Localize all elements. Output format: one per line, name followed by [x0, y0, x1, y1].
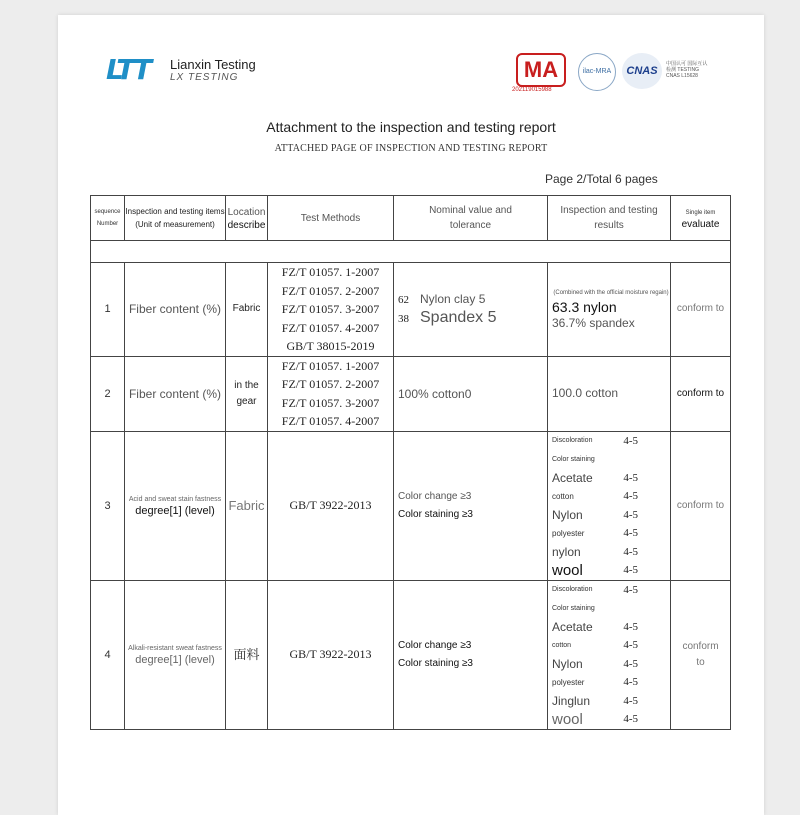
row-item: Fiber content (%) [125, 263, 226, 357]
method-line: FZ/T 01057. 3-2007 [281, 302, 380, 316]
row-evaluation: conform to [671, 263, 731, 357]
result-value: 4-5 [623, 490, 638, 503]
result-name: Color staining [552, 455, 595, 463]
row-location: 面料 [226, 580, 268, 729]
row-methods [268, 356, 394, 431]
table-header-row [91, 196, 731, 241]
result-name: Jinglun [552, 693, 591, 708]
result-line [552, 543, 670, 562]
certification-marks [512, 51, 712, 101]
header-results-bottom: results [594, 220, 624, 231]
result-line [552, 506, 670, 525]
company-name: Lianxin Testing [170, 57, 256, 72]
row-methods: GB/T 3922-2013 [268, 431, 394, 580]
nominal-line [398, 290, 547, 309]
result-value: 4-5 [623, 508, 638, 521]
result-line [552, 450, 670, 469]
row-item [125, 431, 226, 580]
result-name: polyester [552, 528, 585, 538]
result-name: Acetate [552, 470, 593, 485]
result-value: 4-5 [623, 471, 638, 484]
result-value: 4-5 [623, 545, 638, 558]
result-value: 4-5 [623, 713, 638, 726]
table-row [91, 580, 731, 729]
nominal-text: Spandex 5 [420, 309, 497, 327]
result-line [552, 655, 670, 674]
result-value: 4-5 [623, 434, 638, 447]
row-result [548, 431, 671, 580]
header-results-top: Inspection and testing [560, 205, 658, 216]
row-seq: 2 [91, 356, 125, 431]
ilac-mra-seal: ilac-MRA [578, 53, 616, 91]
evaluation-top: conform [682, 640, 719, 652]
method-line: GB/T 38015-2019 [286, 339, 375, 353]
method-line: FZ/T 01057. 1-2007 [281, 358, 380, 373]
nominal-color-change: Color change ≥3 [398, 639, 472, 651]
table-row [91, 431, 731, 580]
result-name: Nylon [552, 656, 583, 671]
result-value: 4-5 [623, 527, 638, 540]
result-line [552, 710, 670, 729]
company-subname: LX TESTING [170, 72, 239, 83]
result-name: Discoloration [552, 586, 593, 594]
header-location-top: Location [227, 207, 266, 218]
result-list [552, 432, 670, 580]
result-name: Color staining [552, 604, 595, 612]
result-name: wool [552, 710, 583, 728]
result-value: 4-5 [623, 639, 638, 652]
method-line: FZ/T 01057. 2-2007 [281, 283, 380, 298]
header-nominal-top: Nominal value and [429, 205, 512, 216]
header-nominal-bottom: tolerance [449, 220, 492, 231]
row-seq: 4 [91, 580, 125, 729]
cma-seal-label: MA [516, 53, 566, 87]
result-name: Acetate [552, 619, 593, 634]
row-seq: 3 [91, 431, 125, 580]
row-item: Fiber content (%) [125, 356, 226, 431]
result-name: nylon [552, 544, 581, 559]
result-value: 4-5 [623, 676, 638, 689]
result-line [552, 432, 670, 451]
result-main: 100.0 cotton [552, 386, 619, 400]
result-line [552, 636, 670, 655]
header-sequence [91, 196, 125, 241]
logo-mark: LTT [106, 53, 150, 86]
header-eval-top: Single item [685, 209, 716, 216]
nominal-color-change: Color change ≥3 [398, 490, 472, 502]
header-results [548, 196, 671, 241]
method-line: FZ/T 01057. 1-2007 [281, 265, 380, 279]
header-location [226, 196, 268, 241]
nominal-number: 62 [398, 294, 409, 307]
result-name: Discoloration [552, 437, 593, 445]
row-location: Fabric [226, 263, 268, 357]
cma-seal [512, 51, 570, 103]
result-value: 4-5 [623, 583, 638, 596]
row-seq: 1 [91, 263, 125, 357]
result-name: wool [552, 561, 583, 579]
nominal-text: Nylon clay 5 [420, 292, 486, 307]
header-methods-label: Test Methods [300, 212, 361, 224]
result-line [552, 561, 670, 580]
nominal-number: 38 [398, 313, 409, 326]
method-line: FZ/T 01057. 2-2007 [281, 377, 380, 391]
table-row [91, 356, 731, 431]
result-name: cotton [552, 641, 572, 649]
row-evaluation [671, 580, 731, 729]
header-methods [268, 196, 394, 241]
page-number: Page 2/Total 6 pages [545, 172, 658, 186]
cma-number: 202119015988 [512, 87, 552, 93]
result-line [552, 469, 670, 488]
row-evaluation: conform to [671, 431, 731, 580]
result-name: polyester [552, 677, 585, 687]
row-result [548, 356, 671, 431]
header-seq-top: sequence [94, 209, 121, 215]
header-evaluation [671, 196, 731, 241]
row-location [226, 356, 268, 431]
item-bottom: degree[1] (level) [135, 653, 215, 666]
report-title: Attachment to the inspection and testing report [266, 119, 556, 135]
method-line: FZ/T 01057. 3-2007 [281, 395, 380, 410]
row-nominal [394, 431, 548, 580]
result-list [552, 581, 670, 729]
header-seq-bottom: Number [96, 221, 119, 227]
item-bottom: degree[1] (level) [135, 504, 215, 517]
result-line [552, 692, 670, 711]
location-top: in the [234, 379, 259, 391]
row-nominal [394, 263, 548, 357]
table-spacer-row [91, 241, 731, 263]
result-value: 4-5 [623, 694, 638, 707]
header-item-bottom: (Unit of measurement) [135, 220, 215, 229]
row-methods: GB/T 3922-2013 [268, 580, 394, 729]
result-note: (Combined with the official moisture regain) [553, 289, 669, 296]
result-second: 36.7% spandex [552, 315, 635, 330]
table-row [91, 263, 731, 357]
result-value: 4-5 [623, 657, 638, 670]
nominal-line [398, 309, 547, 328]
result-line [552, 673, 670, 692]
row-result [548, 263, 671, 357]
nominal-color-staining: Color staining ≥3 [398, 657, 473, 669]
item-top: Alkali-resistant sweat fastness [128, 644, 222, 652]
result-line [552, 618, 670, 637]
result-line [552, 487, 670, 506]
result-name: cotton [552, 491, 574, 501]
results-table [90, 195, 731, 730]
result-line [552, 581, 670, 600]
row-methods [268, 263, 394, 357]
header-location-bottom: describe [227, 220, 266, 231]
item-top: Acid and sweat stain fastness [128, 495, 222, 503]
result-line [552, 524, 670, 543]
header-eval-bottom: evaluate [681, 218, 720, 230]
row-nominal [394, 580, 548, 729]
row-result [548, 580, 671, 729]
result-name: Nylon [552, 507, 583, 522]
row-evaluation: conform to [671, 356, 731, 431]
result-main: 63.3 nylon [552, 298, 617, 315]
method-line: FZ/T 01057. 4-2007 [281, 320, 380, 335]
location-bottom: gear [236, 395, 257, 407]
row-location: Fabric [226, 431, 268, 580]
cnas-small-text: 中国认可 国际互认 检测 TESTING CNAS L15628 [666, 61, 708, 79]
row-nominal: 100% cotton0 [394, 356, 548, 431]
nominal-color-staining: Color staining ≥3 [398, 508, 473, 520]
header-nominal [394, 196, 548, 241]
result-line [552, 599, 670, 618]
header-item-top: Inspection and testing items [125, 207, 225, 216]
report-subtitle: ATTACHED PAGE OF INSPECTION AND TESTING REPORT [274, 143, 548, 154]
result-value: 4-5 [623, 620, 638, 633]
result-value: 4-5 [623, 564, 638, 577]
row-item [125, 580, 226, 729]
cnas-seal: CNAS [622, 53, 662, 89]
header-item [125, 196, 226, 241]
report-page [58, 15, 764, 815]
method-line: FZ/T 01057. 4-2007 [281, 414, 380, 428]
evaluation-bottom: to [696, 656, 705, 668]
